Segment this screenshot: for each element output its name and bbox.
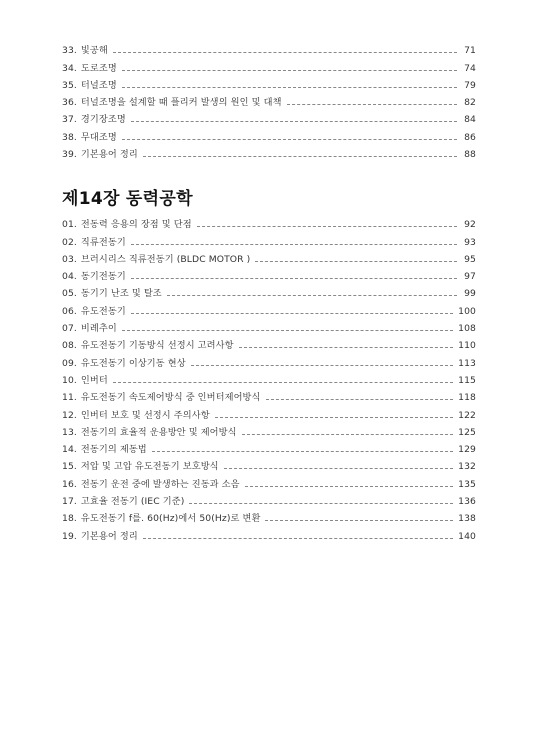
toc-entry-page-number: 113 <box>458 357 476 369</box>
toc-entry-page-number: 93 <box>464 236 476 248</box>
toc-entry-page-number: 92 <box>464 219 476 231</box>
toc-entry-number: 15. <box>62 461 77 473</box>
toc-entry-title: 고효율 전동기 (IEC 기준) <box>80 496 185 508</box>
toc-entry-page-number: 118 <box>458 392 476 404</box>
toc-entry-title: 브러시리스 직류전동기 (BLDC MOTOR ) <box>80 253 251 265</box>
toc-entry-title: 전동기 운전 중에 발생하는 진동과 소음 <box>80 478 240 490</box>
toc-entry-page-number: 138 <box>458 513 476 525</box>
toc-entry-page-number: 88 <box>464 149 476 161</box>
toc-entry-number: 17. <box>62 496 77 508</box>
dotted-leader <box>191 365 453 366</box>
toc-entry[interactable] <box>62 525 476 542</box>
toc-entry-title: 유도전동기 이상기동 현상 <box>80 357 186 369</box>
toc-entry[interactable] <box>62 266 476 283</box>
toc-entry[interactable] <box>62 404 476 421</box>
toc-entry-title: 전동기의 제동법 <box>80 444 147 456</box>
dotted-leader <box>122 70 457 71</box>
toc-entry-number: 08. <box>62 340 77 352</box>
toc-entry-title: 직류전동기 <box>80 236 126 248</box>
toc-entry-title: 무대조명 <box>80 131 117 143</box>
toc-entry-title: 기본용어 정리 <box>80 149 138 161</box>
toc-entry-title: 유도전동기 기동방식 선정시 고려사항 <box>80 340 234 352</box>
toc-entry-number: 39. <box>62 149 77 161</box>
toc-entry-page-number: 84 <box>464 114 476 126</box>
toc-entry-page-number: 108 <box>458 323 476 335</box>
toc-list-chapter-14 <box>62 214 476 543</box>
toc-entry-page-number: 82 <box>464 97 476 109</box>
dotted-leader <box>239 347 454 348</box>
chapter-heading: 제14장 동력공학 <box>62 189 193 209</box>
toc-entry-number: 14. <box>62 444 77 456</box>
toc-entry-page-number: 136 <box>458 496 476 508</box>
toc-entry-page-number: 99 <box>464 288 476 300</box>
toc-entry-number: 12. <box>62 409 77 421</box>
toc-entry-title: 터널조명을 설계할 때 플리커 발생의 원인 및 대책 <box>80 97 282 109</box>
toc-entry[interactable] <box>62 231 476 248</box>
toc-entry-page-number: 132 <box>458 461 476 473</box>
toc-entry[interactable] <box>62 335 476 352</box>
toc-entry-title: 인버터 보호 및 선정시 주의사항 <box>80 409 210 421</box>
dotted-leader <box>131 121 457 122</box>
toc-entry-title: 비례추이 <box>80 323 117 335</box>
dotted-leader <box>122 139 457 140</box>
toc-entry[interactable] <box>62 491 476 508</box>
dotted-leader <box>131 244 457 245</box>
toc-entry-number: 19. <box>62 530 77 542</box>
toc-entry-number: 07. <box>62 323 77 335</box>
toc-entry[interactable] <box>62 249 476 266</box>
toc-entry-number: 16. <box>62 478 77 490</box>
toc-entry-title: 저압 및 고압 유도전동기 보호방식 <box>80 461 219 473</box>
toc-entry-title: 인버터 <box>80 374 108 386</box>
toc-entry[interactable] <box>62 439 476 456</box>
toc-entry-number: 03. <box>62 253 77 265</box>
toc-entry-number: 01. <box>62 219 77 231</box>
toc-entry[interactable] <box>62 214 476 231</box>
toc-entry-page-number: 135 <box>458 478 476 490</box>
toc-entry-page-number: 140 <box>458 530 476 542</box>
toc-entry-title: 동기전동기 <box>80 271 126 283</box>
dotted-leader <box>113 52 457 53</box>
toc-entry-page-number: 125 <box>458 426 476 438</box>
dotted-leader <box>287 104 457 105</box>
toc-entry-page-number: 115 <box>458 374 476 386</box>
toc-entry[interactable] <box>62 92 476 109</box>
toc-entry[interactable] <box>62 57 476 74</box>
toc-entry-number: 11. <box>62 392 77 404</box>
toc-entry[interactable] <box>62 387 476 404</box>
toc-entry[interactable] <box>62 456 476 473</box>
dotted-leader <box>167 295 457 296</box>
toc-entry-number: 05. <box>62 288 77 300</box>
dotted-leader <box>122 87 457 88</box>
dotted-leader <box>255 261 457 262</box>
toc-list-previous-chapter <box>62 40 476 161</box>
toc-entry-number: 10. <box>62 374 77 386</box>
toc-entry-title: 도로조명 <box>80 62 117 74</box>
toc-entry-number: 37. <box>62 114 77 126</box>
toc-entry[interactable] <box>62 422 476 439</box>
toc-entry-title: 터널조명 <box>80 79 117 91</box>
dotted-leader <box>143 156 457 157</box>
dotted-leader <box>143 538 453 539</box>
toc-entry[interactable] <box>62 352 476 369</box>
toc-entry[interactable] <box>62 75 476 92</box>
toc-entry[interactable] <box>62 318 476 335</box>
toc-entry-title: 유도전동기 속도제어방식 중 인버터제어방식 <box>80 392 261 404</box>
toc-entry-number: 34. <box>62 62 77 74</box>
toc-entry-page-number: 129 <box>458 444 476 456</box>
dotted-leader <box>224 468 454 469</box>
dotted-leader <box>197 226 457 227</box>
toc-entry-number: 13. <box>62 426 77 438</box>
toc-entry-page-number: 110 <box>458 340 476 352</box>
toc-entry-title: 전동기의 효율적 운용방안 및 제어방식 <box>80 426 237 438</box>
toc-entry-number: 04. <box>62 271 77 283</box>
toc-entry-page-number: 79 <box>464 79 476 91</box>
toc-entry[interactable] <box>62 508 476 525</box>
toc-entry-page-number: 86 <box>464 131 476 143</box>
dotted-leader <box>131 278 457 279</box>
toc-entry-title: 빛공해 <box>80 45 108 57</box>
toc-entry[interactable] <box>62 126 476 143</box>
toc-entry[interactable] <box>62 40 476 57</box>
toc-entry-number: 02. <box>62 236 77 248</box>
toc-entry-page-number: 97 <box>464 271 476 283</box>
toc-entry-page-number: 100 <box>458 305 476 317</box>
dotted-leader <box>242 434 454 435</box>
toc-entry-number: 09. <box>62 357 77 369</box>
toc-entry[interactable] <box>62 473 476 490</box>
toc-entry-number: 36. <box>62 97 77 109</box>
toc-entry-page-number: 74 <box>464 62 476 74</box>
toc-entry[interactable] <box>62 144 476 161</box>
toc-entry-number: 33. <box>62 45 77 57</box>
toc-entry-number: 06. <box>62 305 77 317</box>
dotted-leader <box>113 382 453 383</box>
toc-entry-title: 전동력 응용의 장점 및 단점 <box>80 219 192 231</box>
toc-entry[interactable] <box>62 283 476 300</box>
toc-entry-title: 유도전동기 f를. 60(Hz)에서 50(Hz)로 변환 <box>80 513 261 525</box>
dotted-leader <box>265 520 453 521</box>
toc-entry-title: 유도전동기 <box>80 305 126 317</box>
dotted-leader <box>131 313 453 314</box>
toc-entry-title: 기본용어 정리 <box>80 530 138 542</box>
toc-entry-page-number: 95 <box>464 253 476 265</box>
toc-entry-title: 경기장조명 <box>80 114 126 126</box>
dotted-leader <box>189 503 453 504</box>
dotted-leader <box>245 486 454 487</box>
toc-entry[interactable] <box>62 370 476 387</box>
toc-entry-number: 18. <box>62 513 77 525</box>
dotted-leader <box>152 451 453 452</box>
toc-entry-title: 동기기 난조 및 탈조 <box>80 288 162 300</box>
dotted-leader <box>122 330 453 331</box>
toc-entry-page-number: 71 <box>464 45 476 57</box>
toc-entry-number: 35. <box>62 79 77 91</box>
toc-entry[interactable] <box>62 300 476 317</box>
dotted-leader <box>215 417 453 418</box>
toc-entry[interactable] <box>62 109 476 126</box>
toc-entry-number: 38. <box>62 131 77 143</box>
toc-entry-page-number: 122 <box>458 409 476 421</box>
dotted-leader <box>266 399 454 400</box>
